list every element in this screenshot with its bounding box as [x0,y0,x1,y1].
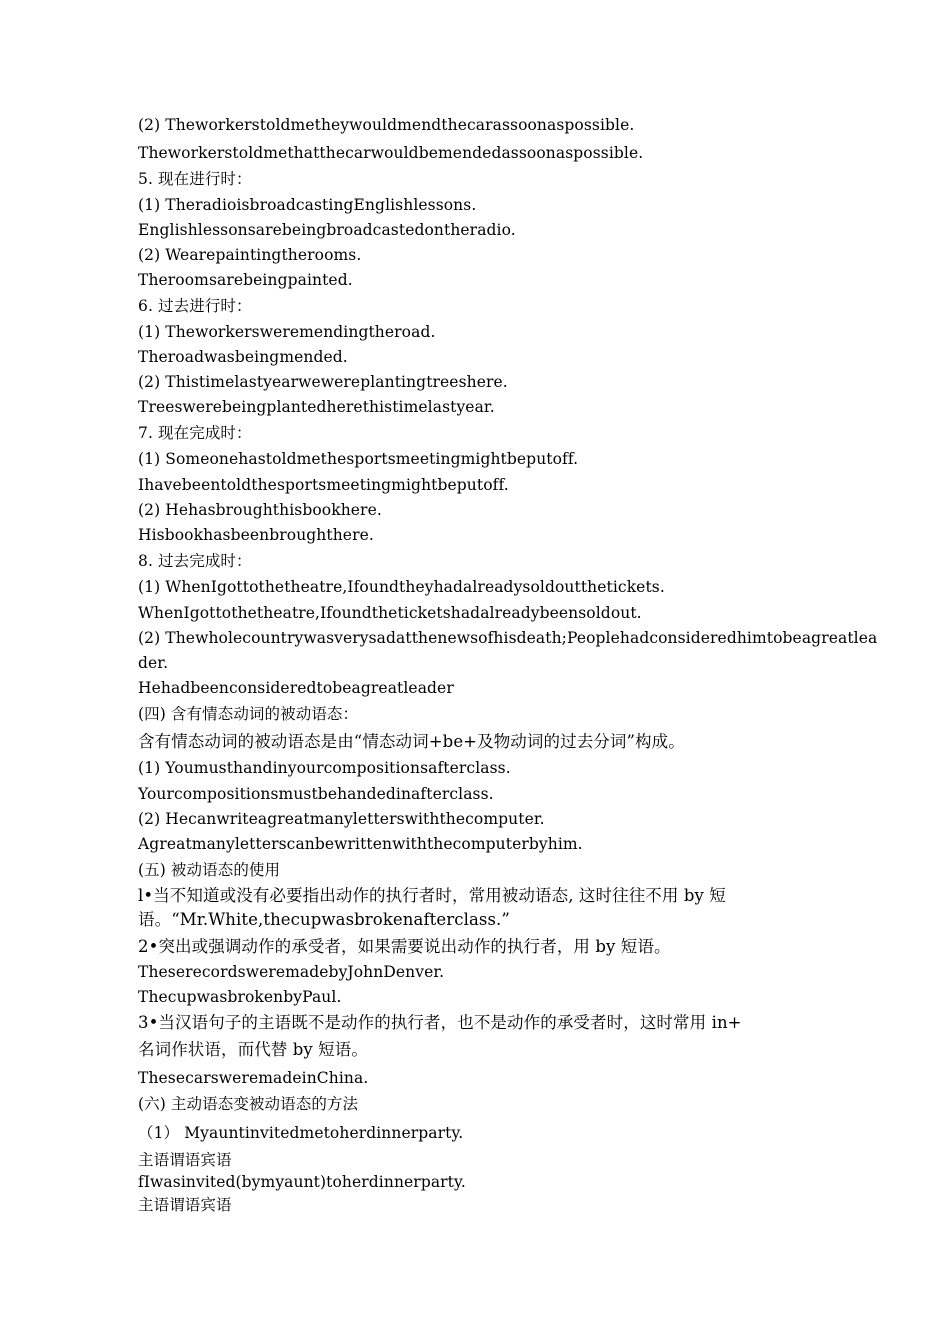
text-line: 名词作状语，而代替 by 短语。 [138,1040,368,1059]
text-line: TheserecordsweremadebyJohnDenver. [138,963,445,981]
section-heading: (六) 主动语态变被动语态的方法 [138,1095,359,1113]
text-line: 语。“Mr.White,thecupwasbrokenafterclass.” [138,910,510,929]
section-heading: (四) 含有情态动词的被动语态： [138,705,359,723]
text-line: Treeswerebeingplantedherethistimelastyear. [138,398,495,416]
section-heading: 7. 现在完成时： [138,424,252,442]
text-line: (2) Thistimelastyearwewereplantingtreeshere. [138,373,508,391]
text-line: 3•当汉语句子的主语既不是动作的执行者，也不是动作的承受者时，这时常用 in+ [138,1013,742,1032]
text-line: fIwasinvited(bymyaunt)toherdinnerparty. [138,1173,466,1191]
text-line: (2) Hecanwriteagreatmanyletterswiththecomputer. [138,810,545,828]
text-line: 2•突出或强调动作的承受者，如果需要说出动作的执行者，用 by 短语。 [138,937,671,956]
section-heading: (五) 被动语态的使用 [138,861,281,879]
text-line: 含有情态动词的被动语态是由“情态动词+be+及物动词的过去分词”构成。 [138,732,685,751]
text-line: Theroadwasbeingmended. [138,348,348,366]
text-line: Englishlessonsarebeingbroadcastedontheradio. [138,221,516,239]
text-line: (1) WhenIgottothetheatre,Ifoundtheyhadalreadysoldoutthetickets. [138,578,665,596]
section-heading: 8. 过去完成时： [138,552,252,570]
text-line: Hehadbeenconsideredtobeagreatleader [138,679,454,697]
text-line: 主语谓语宾语 [138,1196,232,1214]
text-line: (2) Theworkerstoldmetheywouldmendthecarassoonaspossible. [138,116,635,134]
text-line: （1） Myauntinvitedmetoherdinnerparty. [138,1124,464,1142]
text-line: 主语谓语宾语 [138,1151,232,1169]
text-line: Hisbookhasbeenbroughthere. [138,526,374,544]
text-line: Theworkerstoldmethatthecarwouldbemendedassoonaspossible. [138,144,644,162]
text-line: (1) Theworkersweremendingtheroad. [138,323,436,341]
text-line: (2) Hehasbroughthisbookhere. [138,501,382,519]
text-line: Yourcompositionsmustbehandedinafterclass. [138,785,494,803]
text-line: ThecupwasbrokenbyPaul. [138,988,342,1006]
text-line: der. [138,654,169,672]
text-line: WhenIgottothetheatre,Ifoundtheticketshadalreadybeensoldout. [138,604,642,622]
section-heading: 5. 现在进行时： [138,170,252,188]
text-line: (1) TheradioisbroadcastingEnglishlessons. [138,196,477,214]
text-line: Agreatmanyletterscanbewrittenwiththecomputerbyhim. [138,835,583,853]
text-line: (2) Wearepaintingtherooms. [138,246,362,264]
text-line: Theroomsarebeingpainted. [138,271,353,289]
text-line: (1) Someonehastoldmethesportsmeetingmightbeputoff. [138,450,579,468]
text-line: (1) Youmusthandinyourcompositionsafterclass. [138,759,511,777]
text-line: ThesecarsweremadeinChina. [138,1069,369,1087]
text-line: l•当不知道或没有必要指出动作的执行者时，常用被动语态, 这时往往不用 by 短 [138,886,726,905]
text-line: (2) Thewholecountrywasverysadatthenewsofhisdeath;Peoplehadconsideredhimtobeagreatlea [138,629,878,647]
section-heading: 6. 过去进行时： [138,297,252,315]
text-line: Ihavebeentoldthesportsmeetingmightbeputoff. [138,476,509,494]
